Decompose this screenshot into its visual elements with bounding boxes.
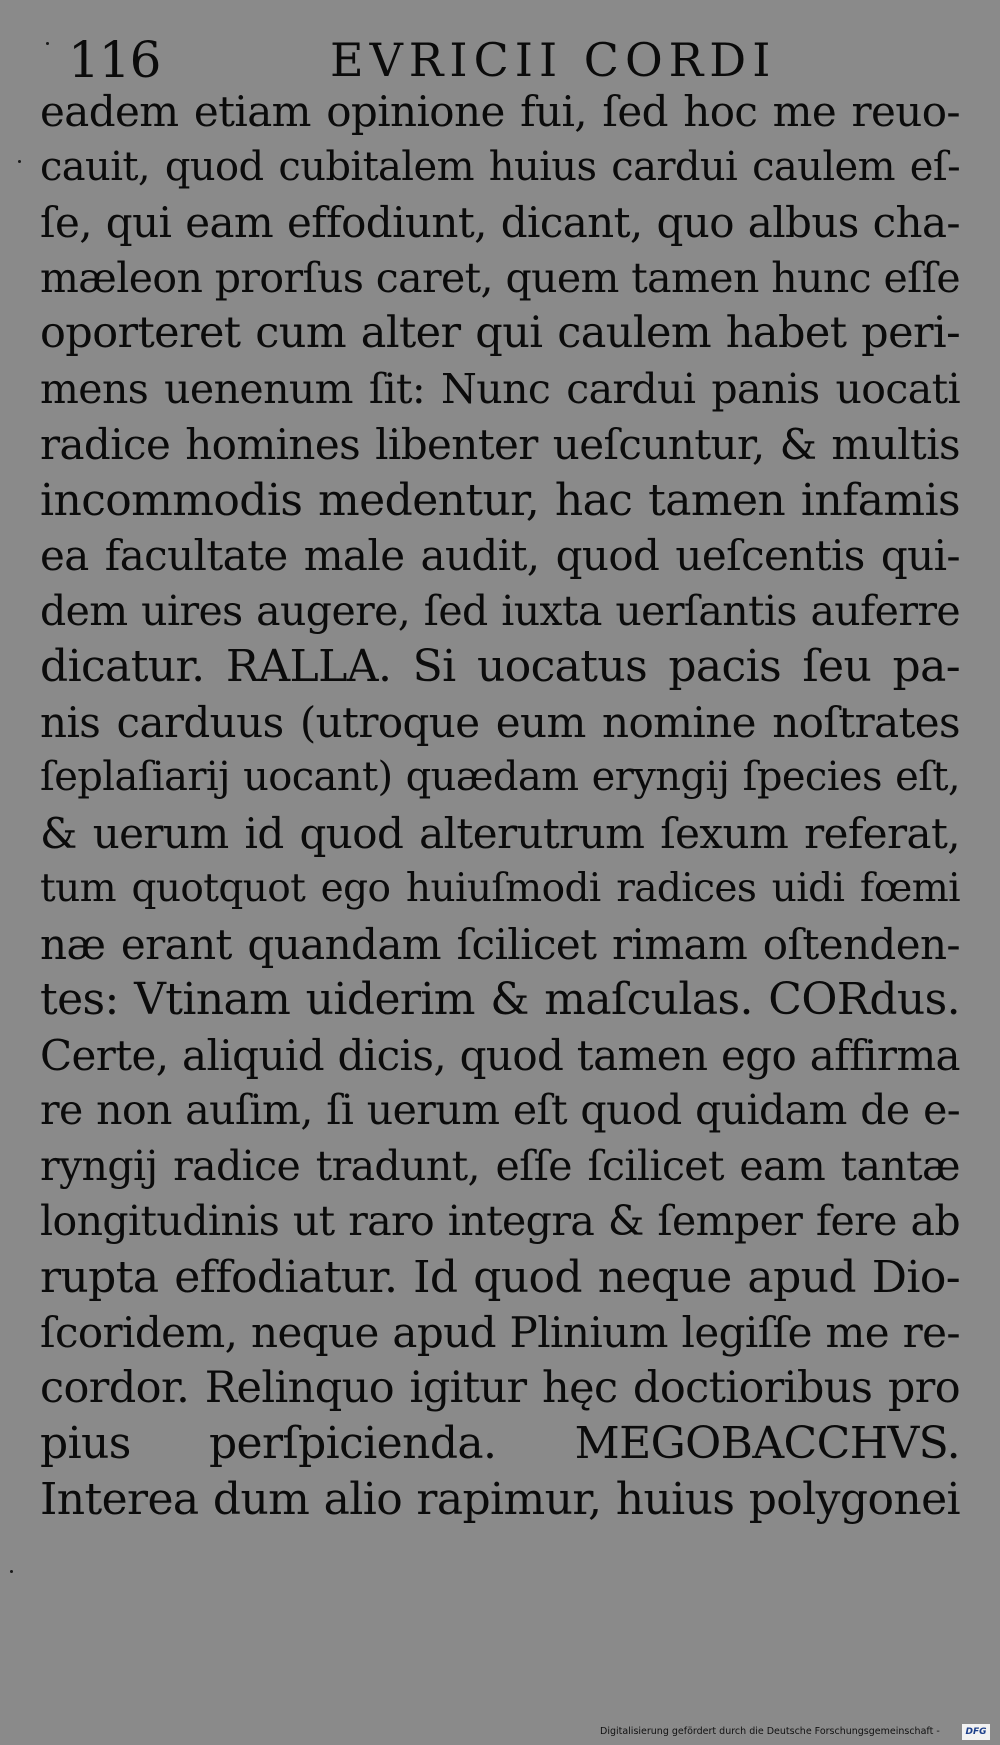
scan-speck	[10, 1570, 13, 1573]
running-head: EVRICII CORDI	[330, 33, 777, 87]
text-line: mens uenenum ſit: Nunc cardui panis uocati	[40, 364, 960, 413]
body-text	[40, 84, 960, 1527]
dfg-logo: DFG	[962, 1724, 990, 1740]
text-line: & uerum id quod alterutrum ſexum referat,	[40, 808, 960, 858]
text-line: Certe, aliquid dicis, quod tamen ego affirma	[40, 1030, 960, 1080]
text-line: incommodis medentur, hac tamen infamis	[40, 474, 960, 526]
text-line: dem uires augere, ſed iuxta uerſantis auferre	[40, 586, 960, 635]
text-line: mæleon prorſus caret, quem tamen hunc eſſe	[40, 253, 960, 302]
text-line: ea facultate male audit, quod ueſcentis qui-	[40, 531, 960, 580]
text-line: nis carduus (utroque eum nomine noſtrates	[40, 697, 960, 747]
text-line: oporteret cum alter qui caulem habet peri-	[40, 308, 960, 358]
scan-speck	[18, 160, 21, 163]
digitization-footer	[600, 1723, 990, 1741]
text-line: næ erant quandam ſcilicet rimam oſtenden-	[40, 919, 960, 969]
text-line: radice homines libenter ueſcuntur, & multis	[40, 420, 960, 469]
digitization-note: Digitalisierung gefördert durch die Deutsche Forschungsgemeinschaft -	[600, 1726, 940, 1737]
text-line: pius perſpicienda. MEGOBACCHVS.	[40, 1418, 960, 1469]
text-line: ſcoridem, neque apud Plinium legiſſe me re-	[40, 1308, 960, 1357]
text-line: tum quotquot ego huiuſmodi radices uidi fœmi	[40, 866, 960, 911]
text-line: eadem etiam opinione fui, ſed hoc me reuo-	[40, 87, 960, 136]
text-line: dicatur. RALLA. Si uocatus pacis ſeu pa-	[40, 641, 960, 692]
text-line: cauit, quod cubitalem huius cardui caulem eſ-	[40, 143, 960, 190]
text-line: rupta effodiatur. Id quod neque apud Dio-	[40, 1251, 960, 1303]
text-line: tes: Vtinam uiderim & maſculas. CORdus.	[40, 974, 960, 1025]
text-line: ryngij radice tradunt, eſſe ſcilicet eam tantæ	[40, 1141, 960, 1190]
page-header	[60, 30, 960, 90]
text-line: cordor. Relinquo igitur hęc doctioribus pro	[40, 1362, 960, 1413]
text-line: ſeplaſiarij uocant) quædam eryngij ſpecies eſt,	[40, 754, 960, 800]
page-number: 116	[68, 31, 161, 89]
text-line: longitudinis ut raro integra & ſemper fere ab	[40, 1197, 960, 1245]
text-line: ſe, qui eam effodiunt, dicant, quo albus cha-	[40, 198, 960, 247]
text-line: re non auſim, ſi uerum eſt quod quidam de e-	[40, 1086, 960, 1134]
text-line: Interea dum alio rapimur, huius polygonei	[40, 1473, 960, 1525]
scan-speck	[46, 42, 49, 45]
